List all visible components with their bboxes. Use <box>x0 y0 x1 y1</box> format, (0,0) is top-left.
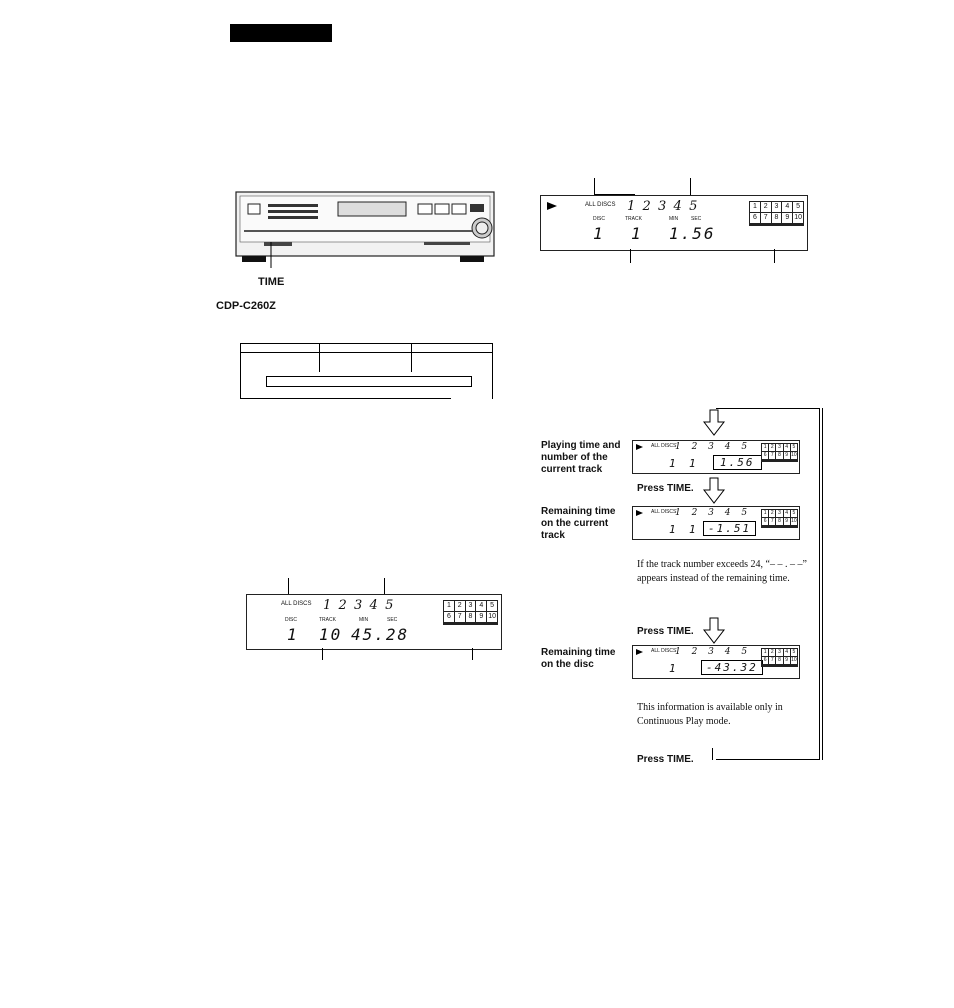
play-indicator-icon <box>636 649 643 655</box>
track-grid-cell: 6 <box>762 452 769 460</box>
step-1-label: Playing time and number of the current track <box>541 440 621 475</box>
track-grid-cell: 5 <box>791 649 798 657</box>
track-grid-cell: 1 <box>750 202 761 213</box>
track-grid-cell: 5 <box>791 444 798 452</box>
track-grid-cell: 8 <box>776 657 783 665</box>
info-table <box>240 343 493 399</box>
track-grid-cell: 10 <box>791 657 797 663</box>
track-grid-cell <box>750 225 761 226</box>
track-label: TRACK <box>319 617 336 623</box>
disc-2-icon: 2 <box>642 199 651 214</box>
sec-label: SEC <box>387 617 398 623</box>
disc-5-icon: 5 <box>689 199 698 214</box>
track-grid-cell: 2 <box>761 202 772 213</box>
disc-4-icon: 4 <box>673 199 682 214</box>
press-time-1: Press TIME. <box>637 483 694 494</box>
disc-number: 1 <box>287 625 299 644</box>
disc-numbers: 1 2 3 4 5 <box>675 442 752 452</box>
track-grid-cell <box>769 461 776 462</box>
lcd-step-3 <box>632 645 800 679</box>
track-grid-cell <box>455 624 466 625</box>
track-grid-cell <box>782 225 793 226</box>
track-grid-cell <box>769 666 776 667</box>
track-grid-cell <box>776 461 783 462</box>
disc-label: DISC <box>285 617 297 623</box>
track-grid-cell <box>793 225 804 226</box>
down-arrow-icon <box>702 616 726 646</box>
loop-line <box>712 748 713 760</box>
track-grid-cell: 10 <box>791 452 797 458</box>
disc-numbers: 1 2 3 4 5 <box>675 647 752 657</box>
time-readout: 45.28 <box>351 625 410 644</box>
disc-number: 1 <box>669 457 678 470</box>
lcd-display-bottom <box>246 594 502 650</box>
disc-3-icon: 3 <box>658 199 667 214</box>
time-button-callout: TIME <box>258 276 285 288</box>
track-grid-cell: 10 <box>791 518 797 524</box>
lcd-display-top <box>540 195 808 251</box>
disc-numbers <box>323 597 393 613</box>
track-grid-cell: 2 <box>769 444 776 452</box>
track-grid-cell <box>791 461 798 462</box>
track-grid-cell: 7 <box>761 213 772 224</box>
track-grid-cell: 10 <box>487 612 498 623</box>
all-discs-label: ALL DISCS <box>585 202 616 208</box>
track-grid-cell: 2 <box>769 649 776 657</box>
track-grid-cell <box>762 527 769 528</box>
track-grid-cell: 5 <box>487 601 498 612</box>
track-grid-cell: 1 <box>762 510 769 518</box>
track-grid-cell: 6 <box>444 612 455 623</box>
track-grid <box>761 648 798 667</box>
track-number: 1 <box>689 523 698 536</box>
track-grid-cell <box>476 624 487 625</box>
track-grid-cell <box>772 225 783 226</box>
track-grid-cell <box>762 461 769 462</box>
track-grid-cell: 9 <box>782 213 793 224</box>
step-2-label: Remaining time on the current track <box>541 506 616 541</box>
track-grid-cell: 8 <box>466 612 477 623</box>
track-grid <box>443 600 498 625</box>
track-grid-cell: 5 <box>793 202 804 213</box>
lcd-step-1 <box>632 440 800 474</box>
all-discs-label: ALL DISCS <box>651 648 677 654</box>
sec-label: SEC <box>691 216 702 222</box>
track-grid-cell: 2 <box>769 510 776 518</box>
min-label: MIN <box>669 216 679 222</box>
play-indicator-icon <box>636 510 643 516</box>
track-grid-cell: 8 <box>776 518 783 526</box>
track-grid-cell: 3 <box>776 510 783 518</box>
track-grid-cell: 6 <box>762 657 769 665</box>
all-discs-label: ALL DISCS <box>651 509 677 515</box>
track-grid-cell <box>791 666 798 667</box>
track-grid-cell: 4 <box>476 601 487 612</box>
track-grid-cell: 3 <box>776 444 783 452</box>
track-grid-cell: 7 <box>455 612 466 623</box>
track-grid <box>761 443 798 462</box>
track-grid-cell <box>784 527 791 528</box>
cd-player-illustration <box>234 190 496 268</box>
track-grid <box>761 509 798 528</box>
track-grid-cell: 7 <box>769 518 776 526</box>
track-grid-cell: 6 <box>750 213 761 224</box>
track-grid-cell: 7 <box>769 452 776 460</box>
track-grid-cell: 3 <box>776 649 783 657</box>
track-grid-cell: 4 <box>784 444 791 452</box>
all-discs-label: ALL DISCS <box>281 601 312 607</box>
track-grid-cell <box>769 527 776 528</box>
track-grid-cell: 9 <box>784 452 791 460</box>
play-indicator-icon <box>547 202 557 210</box>
step-2-note: If the track number exceeds 24, “– – . – –” appears instead of the remaining time. <box>637 559 807 584</box>
disc-1-icon: 1 <box>323 598 332 613</box>
disc-2-icon: 2 <box>338 598 347 613</box>
track-grid-cell: 7 <box>769 657 776 665</box>
track-grid <box>749 201 804 226</box>
model-name: CDP-C260Z <box>216 300 276 312</box>
track-grid-cell: 2 <box>455 601 466 612</box>
track-grid-cell: 8 <box>776 452 783 460</box>
press-time-3: Press TIME. <box>637 754 694 765</box>
disc-4-icon: 4 <box>369 598 378 613</box>
callout-line <box>630 249 631 263</box>
track-grid-cell: 5 <box>791 510 798 518</box>
track-grid-cell: 4 <box>784 510 791 518</box>
track-number: 1 <box>631 224 643 243</box>
track-grid-cell <box>444 624 455 625</box>
track-grid-cell: 1 <box>444 601 455 612</box>
down-arrow-icon <box>702 476 726 506</box>
track-grid-cell: 9 <box>784 518 791 526</box>
track-grid-cell: 3 <box>466 601 477 612</box>
disc-numbers <box>627 198 697 214</box>
track-grid-cell: 1 <box>762 649 769 657</box>
disc-numbers: 1 2 3 4 5 <box>675 508 752 518</box>
min-label: MIN <box>359 617 369 623</box>
track-number: 1 <box>689 457 698 470</box>
disc-3-icon: 3 <box>354 598 363 613</box>
track-grid-cell: 1 <box>762 444 769 452</box>
step-3-note: This information is available only in Continuous Play mode. <box>637 702 783 727</box>
callout-line <box>472 648 473 660</box>
track-grid-cell <box>761 225 772 226</box>
track-grid-cell <box>762 666 769 667</box>
time-readout: -1.51 <box>703 521 756 536</box>
track-grid-cell <box>791 527 798 528</box>
step-3-label: Remaining time on the disc <box>541 647 616 670</box>
disc-1-icon: 1 <box>627 199 636 214</box>
track-grid-cell: 9 <box>476 612 487 623</box>
track-grid-cell <box>776 666 783 667</box>
press-time-2: Press TIME. <box>637 626 694 637</box>
track-number: 10 <box>319 625 343 644</box>
time-readout: 1.56 <box>713 455 762 470</box>
track-grid-cell: 10 <box>793 213 804 224</box>
disc-label: DISC <box>593 216 605 222</box>
track-grid-cell: 3 <box>772 202 783 213</box>
time-readout: -43.32 <box>701 660 763 675</box>
all-discs-label: ALL DISCS <box>651 443 677 449</box>
loop-line-double <box>820 408 823 760</box>
disc-5-icon: 5 <box>385 598 394 613</box>
disc-number: 1 <box>669 662 678 675</box>
disc-number: 1 <box>593 224 605 243</box>
track-grid-cell: 4 <box>784 649 791 657</box>
disc-number: 1 <box>669 523 678 536</box>
play-indicator-icon <box>636 444 643 450</box>
section-header-bar <box>230 24 332 42</box>
track-grid-cell: 4 <box>782 202 793 213</box>
callout-line <box>774 249 775 263</box>
track-grid-cell: 8 <box>772 213 783 224</box>
callout-line <box>322 648 323 660</box>
track-label: TRACK <box>625 216 642 222</box>
track-grid-cell <box>784 461 791 462</box>
down-arrow-icon <box>702 408 726 438</box>
track-grid-cell <box>784 666 791 667</box>
track-grid-cell <box>466 624 477 625</box>
lcd-step-2 <box>632 506 800 540</box>
track-grid-cell <box>487 624 498 625</box>
time-readout: 1.56 <box>669 224 716 243</box>
track-grid-cell <box>776 527 783 528</box>
track-grid-cell: 6 <box>762 518 769 526</box>
track-grid-cell: 9 <box>784 657 791 665</box>
